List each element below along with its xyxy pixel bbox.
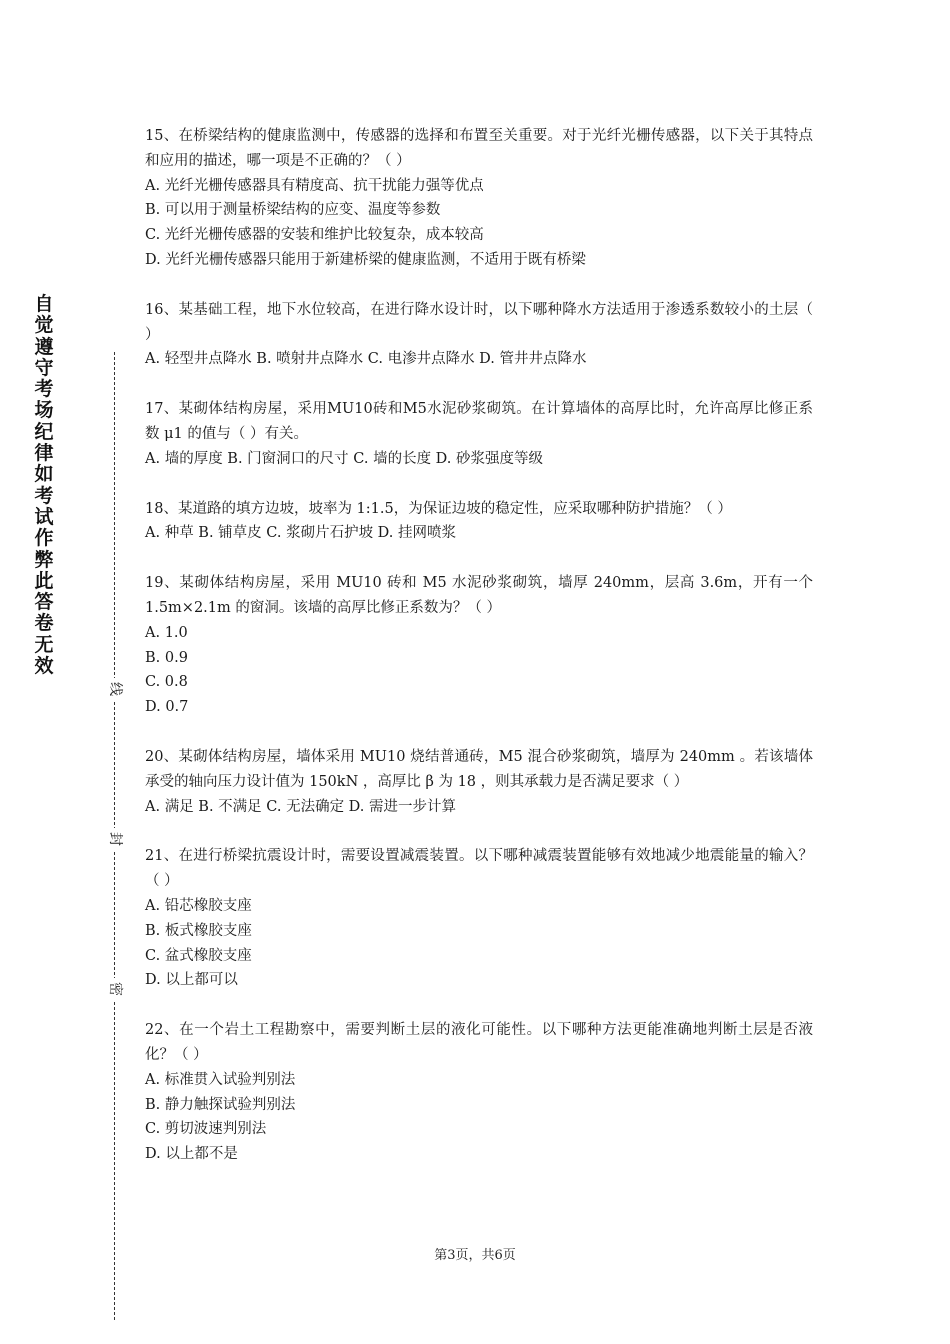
question-list: [145, 124, 813, 1192]
option-c: C. 光纤光栅传感器的安装和维护比较复杂，成本较高: [145, 227, 484, 244]
question-stem: 16、某基础工程，地下水位较高，在进行降水设计时，以下哪种降水方法适用于渗透系数较小的土层（ ）: [145, 301, 813, 343]
question-stem: 21、在进行桥梁抗震设计时，需要设置减震装置。以下哪种减震装置能够有效地减少地震能量的输入？（ ）: [145, 848, 813, 890]
question-17: [145, 397, 813, 471]
question-20: [145, 745, 813, 819]
options-line: A. 种草 B. 铺草皮 C. 浆砌片石护坡 D. 挂网喷浆: [145, 525, 457, 542]
options-line: A. 轻型井点降水 B. 喷射井点降水 C. 电渗井点降水 D. 管井井点降水: [145, 351, 587, 368]
binding-mark-seal: 封: [104, 828, 126, 850]
question-22: [145, 1018, 813, 1167]
question-stem: 19、某砌体结构房屋，采用 MU10 砖和 M5 水泥砂浆砌筑，墙厚 240mm，层高 3.6m，开有一个 1.5m×2.1m 的窗洞。该墙的高厚比修正系数为？（ ）: [145, 575, 813, 616]
option-c: C. 盆式橡胶支座: [145, 947, 252, 964]
binding-mark-line: 线: [104, 678, 126, 700]
option-a: A. 铅芯橡胶支座: [145, 897, 252, 914]
question-19: [145, 571, 813, 720]
question-stem: 17、某砌体结构房屋，采用MU10砖和M5水泥砂浆砌筑。在计算墙体的高厚比时，允许高厚比修正系数 μ1 的值与（ ）有关。: [145, 401, 813, 442]
question-stem: 20、某砌体结构房屋，墙体采用 MU10 烧结普通砖，M5 混合砂浆砌筑，墙厚为 240mm 。若该墙体承受的轴向压力设计值为 150kN ，高厚比 β 为 18 ，则其承载力是否满足要求（ ）: [145, 748, 813, 790]
question-21: [145, 844, 813, 993]
option-b: B. 0.9: [145, 649, 188, 666]
option-c: C. 0.8: [145, 674, 188, 691]
option-d: D. 以上都不是: [145, 1146, 238, 1163]
binding-mark-secret: 密: [104, 978, 126, 1000]
option-d: D. 光纤光栅传感器只能用于新建桥梁的健康监测，不适用于既有桥梁: [145, 251, 586, 268]
option-c: C. 剪切波速判别法: [145, 1121, 267, 1138]
option-a: A. 标准贯入试验判别法: [145, 1071, 296, 1088]
option-d: D. 以上都可以: [145, 972, 238, 989]
question-stem: 15、在桥梁结构的健康监测中，传感器的选择和布置至关重要。对于光纤光栅传感器，以下关于其特点和应用的描述，哪一项是不正确的？（ ）: [145, 128, 813, 169]
question-18: [145, 497, 813, 547]
options-line: A. 满足 B. 不满足 C. 无法确定 D. 需进一步计算: [145, 798, 457, 815]
option-b: B. 板式橡胶支座: [145, 922, 252, 939]
option-d: D. 0.7: [145, 699, 189, 716]
option-b: B. 静力触探试验判别法: [145, 1096, 296, 1113]
question-stem: 18、某道路的填方边坡，坡率为 1:1.5，为保证边坡的稳定性，应采取哪种防护措施？（ ）: [145, 500, 732, 517]
options-line: A. 墙的厚度 B. 门窗洞口的尺寸 C. 墙的长度 D. 砂浆强度等级: [145, 450, 544, 467]
question-stem: 22、在一个岩土工程勘察中，需要判断土层的液化可能性。以下哪种方法更能准确地判断土层是否液化？（ ）: [145, 1022, 813, 1063]
option-b: B. 可以用于测量桥梁结构的应变、温度等参数: [145, 202, 441, 219]
page-number: 第3页，共6页: [434, 1248, 516, 1263]
question-15: [145, 124, 813, 273]
option-a: A. 光纤光栅传感器具有精度高、抗干扰能力强等优点: [145, 177, 484, 194]
option-a: A. 1.0: [145, 624, 188, 641]
question-16: [145, 298, 813, 372]
exam-discipline-notice: 自觉遵守考场纪律如考试作弊此答卷无效: [34, 293, 54, 678]
